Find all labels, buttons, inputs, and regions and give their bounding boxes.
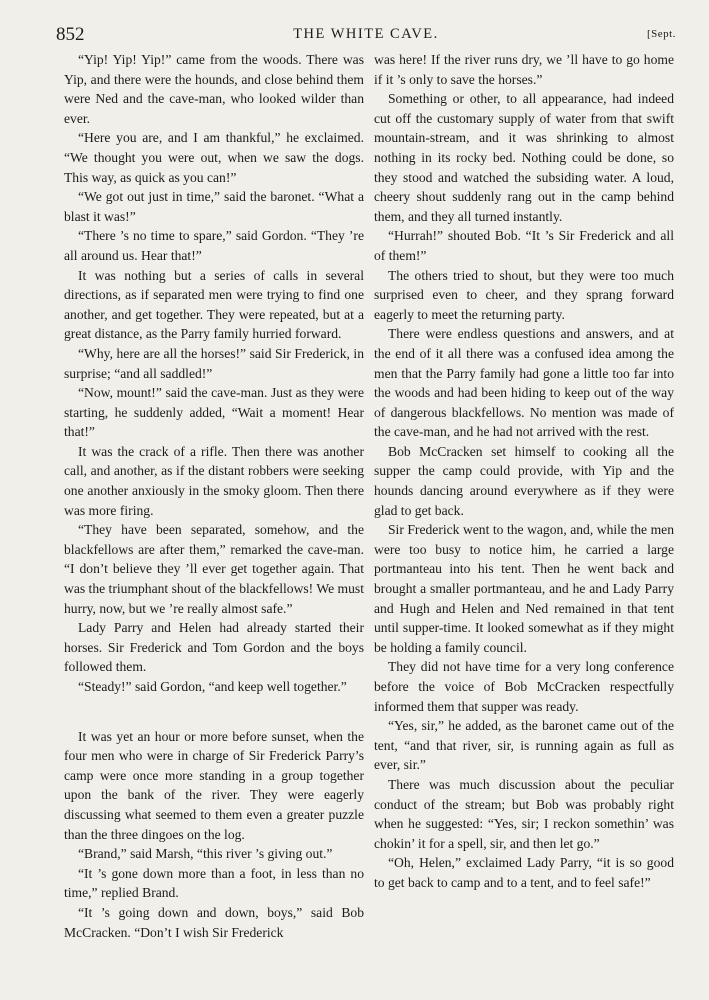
paragraph: There was much discussion about the peculiar conduct of the stream; but Bob was probably right when he suggested: “Yes, sir; I reckon somethin’ was chokin’ it for a spell, sir, and then let go.” xyxy=(374,776,674,851)
left-column xyxy=(64,50,364,942)
paragraph: The others tried to shout, but they were too much surprised even to cheer, and they sprang forward eagerly to meet the returning party. xyxy=(374,267,674,322)
paragraph: “Now, mount!” said the cave-man. Just as they were starting, he suddenly added, “Wait a moment! Hear that!” xyxy=(64,385,364,440)
paragraph: Bob McCracken set himself to cooking all the supper the camp could provide, with Yip and the hounds dancing around everywhere as if they were glad to get back. xyxy=(374,443,674,518)
page-header xyxy=(56,22,676,48)
paragraph-continuation: was here! If the river runs dry, we ’ll have to go home if it ’s only to save the horses.” xyxy=(374,52,674,87)
paragraph: “They have been separated, somehow, and the blackfellows are after them,” remarked the cave-man. “I don’t believe they ’ll ever get together again. That was the triumphant shout of the blackfellows! We must hurry, now, but we ’re really almost safe.” xyxy=(64,522,364,616)
page-number: 852 xyxy=(56,24,85,45)
paragraph: It was nothing but a series of calls in several directions, as if separated men were trying to find one another, and get together. They were repeated, but at a great distance, as the Parry family hurried forward. xyxy=(64,267,364,342)
paragraph: “Oh, Helen,” exclaimed Lady Parry, “it is so good to get back to camp and to a tent, and to feel safe!” xyxy=(374,855,674,890)
paragraph: Sir Frederick went to the wagon, and, while the men were too busy to notice him, he carried a large portmanteau into his tent. Then he went back and brought a smaller portmanteau, and he and Lady Parry and Hugh and Helen and Ned remained in that tent until supper-time. It looked somewhat as if they might be holding a family council. xyxy=(374,522,674,655)
paragraph: “There ’s no time to spare,” said Gordon. “They ’re all around us. Hear that!” xyxy=(64,228,364,263)
paragraph: There were endless questions and answers, and at the end of it all there was a confused idea among the men that the Parry family had gone a little too far into the woods and had been hiding to keep out of the way of dangerous blackfellows. No mention was made of the cave-man, and he had not arrived with the rest. xyxy=(374,326,674,440)
section-break xyxy=(64,697,364,727)
right-column xyxy=(374,50,674,893)
paragraph: “It ’s gone down more than a foot, in less than no time,” replied Brand. xyxy=(64,865,364,901)
paragraph: “We got out just in time,” said the baronet. “What a blast it was!” xyxy=(64,189,364,224)
paragraph: “Yes, sir,” he added, as the baronet came out of the tent, “and that river, sir, is running again as full as ever, sir.” xyxy=(374,718,674,773)
paragraph: “Brand,” said Marsh, “this river ’s giving out.” xyxy=(78,846,333,862)
paragraph: It was the crack of a rifle. Then there was another call, and another, as if the distant robbers were seeking one another anxiously in the smoky gloom. Then there was more firing. xyxy=(64,443,364,518)
paragraph: “Yip! Yip! Yip!” came from the woods. There was Yip, and there were the hounds, and close behind them were Ned and the cave-man, who looked wilder than ever. xyxy=(64,52,364,126)
paragraph: Something or other, to all appearance, had indeed cut off the customary supply of water from that swift mountain-stream, and it was shrinking to almost nothing in its rocky bed. Nothing could be done, so they stood and watched the subsiding water. A loud, cheery shout suddenly rang out in the camp behind them, and they all turned instantly. xyxy=(374,91,674,224)
paragraph: Lady Parry and Helen had already started their horses. Sir Frederick and Tom Gordon and the boys followed them. xyxy=(64,620,364,675)
paragraph: “Why, here are all the horses!” said Sir Frederick, in surprise; “and all saddled!” xyxy=(64,345,364,381)
paragraph: “Here you are, and I am thankful,” he exclaimed. “We thought you were out, when we saw the dogs. This way, as quick as you can!” xyxy=(64,130,364,185)
paragraph: “Hurrah!” shouted Bob. “It ’s Sir Frederick and all of them!” xyxy=(374,228,674,263)
paragraph: “Steady!” said Gordon, “and keep well together.” xyxy=(78,679,347,694)
paragraph: “It ’s going down and down, boys,” said Bob McCracken. “Don’t I wish Sir Frederick xyxy=(64,904,364,940)
running-title: THE WHITE CAVE. xyxy=(293,26,439,42)
paragraph: They did not have time for a very long conference before the voice of Bob McCracken respectfully informed them that supper was ready. xyxy=(374,659,674,714)
issue-month: [Sept. xyxy=(647,28,676,40)
paragraph: It was yet an hour or more before sunset, when the four men who were in charge of Sir Frederick Parry’s camp were once more standing in a group together upon the bank of the river. They were eagerly discussing what seemed to them even a greater puzzle than the three dingoes on the log. xyxy=(64,728,364,842)
